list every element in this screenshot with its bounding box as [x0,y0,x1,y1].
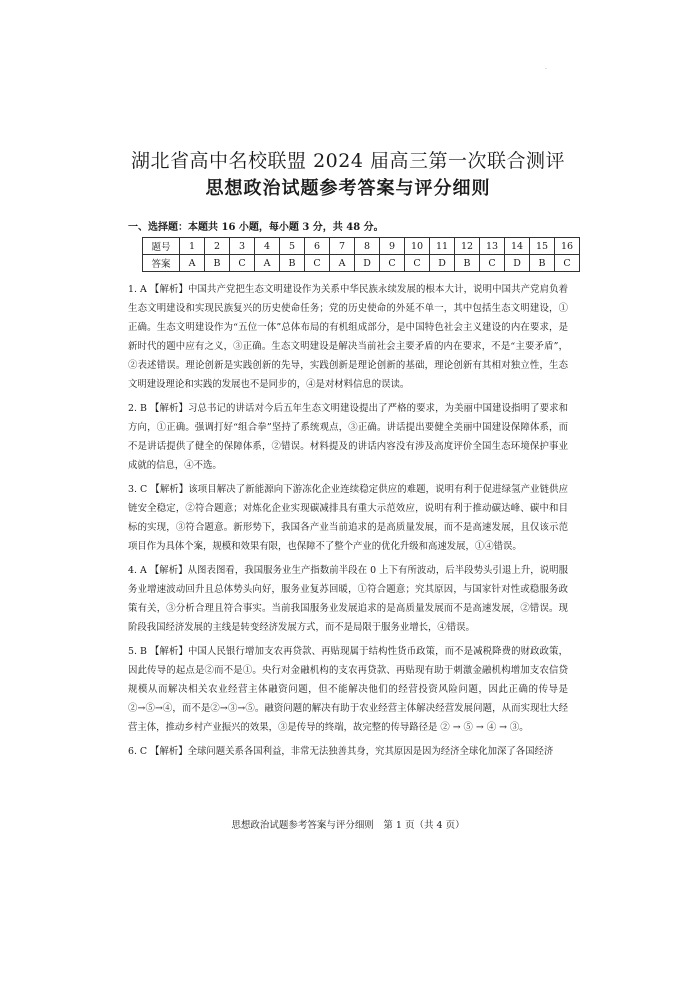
question-number: 8 [355,238,380,255]
answer-cell: A [330,255,355,272]
explanation-item: 1. A 【解析】中国共产党把生态文明建设作为关系中华民族永续发展的根本大计，说明中国共产党肩负着生态文明建设和实现民族复兴的历史使命任务；党的历史使命的外延不单一，其中包括生态文明建设，①正确。生态文明建设作为“五位一体”总体布局的有机组成部分，是中国特色社会主义建设的内在要求，是新时代的题中应有之义，③正确。生态文明建设是解决当前社会主要矛盾的内在要求，不是“主要矛盾”，②表述错误。理论创新是实践创新的先导，实践创新是理论创新的基础，理论创新有其相对独立性，生态文明建设理论和实践的发展也不是同步的，④是对材料信息的误读。 [128,284,568,390]
question-number: 5 [280,238,305,255]
answer-cell: D [355,255,380,272]
answer-cell: B [280,255,305,272]
question-number: 9 [380,238,405,255]
section-heading: 一、选择题：本题共 16 小题，每小题 3 分，共 48 分。 [128,222,384,233]
question-number: 16 [555,238,580,255]
answer-cell: C [480,255,505,272]
question-number: 7 [330,238,355,255]
row-label-answer: 答案 [143,255,180,272]
answer-cell: C [230,255,255,272]
answer-cell: D [430,255,455,272]
explanation-item: 6. C 【解析】全球问题关系各国利益，非常无法独善其身，究其原因是因为经济全球化加深了各国经济 [128,746,554,757]
answer-cell: B [205,255,230,272]
explanation-item: 5. B 【解析】中国人民银行增加支农再贷款、再贴现属于结构性货币政策，而不是减税降费的财政政策，因此传导的起点是②而不是①。央行对金融机构的支农再贷款、再贴现有助于刺激金融机构增加支农信贷规模从而解决相关农业经营主体融资问题，但不能解决他们的经营投资风险问题，因此正确的传导是②→⑤→④，而不是②→③→⑤。融资问题的解决有助于农业经营主体解决经营发展问题，从而实现壮大经营主体，推动乡村产业振兴的效果，③是传导的终端，故完整的传导路径是 ② → ⑤ → ④ → ③。 [128,646,568,733]
explanation-item: 2. B 【解析】习总书记的讲话对今后五年生态文明建设提出了严格的要求，为美丽中国建设指明了要求和方向，①正确。强调打好“组合拳”坚持了系统观点，③正确。讲话提出要健全美丽中国建设保障体系，而不是讲话提供了健全的保障体系，②错误。材料提及的讲话内容没有涉及高度评价全国生态环境保护事业成就的信息，④不选。 [128,403,568,471]
answer-cell: C [380,255,405,272]
question-number: 11 [430,238,455,255]
question-number: 10 [405,238,430,255]
page-footer: 思想政治试题参考答案与评分细则 第 1 页（共 4 页） [231,820,465,831]
answer-cell: A [180,255,205,272]
document-title: 湖北省高中名校联盟 2024 届高三第一次联合测评 [131,150,565,172]
answer-table [142,237,580,272]
question-number: 14 [505,238,530,255]
question-number: 13 [480,238,505,255]
table-row-numbers [143,238,580,255]
answer-cell: B [455,255,480,272]
explanations [128,280,568,766]
question-number: 1 [180,238,205,255]
corner-mark: . [545,64,547,71]
question-number: 4 [255,238,280,255]
question-number: 3 [230,238,255,255]
explanation-item: 3. C 【解析】该项目解决了新能源向下游冻化企业连续稳定供应的难题，说明有利于促进绿氢产业链供应链安全稳定，②符合题意；对炼化企业实现碳减排具有重大示范效应，说明有利于推动碳达峰、碳中和目标的实现，③符合题意。新形势下，我国各产业当前追求的是高质量发展，而不是高速发展，且仅该示范项目作为具体个案，规模和效果有限，也保障不了整个产业的优化升级和高速发展，①④错误。 [128,484,568,552]
answer-cell: B [530,255,555,272]
answer-cell: D [505,255,530,272]
answer-cell: C [405,255,430,272]
question-number: 15 [530,238,555,255]
table-row-answers [143,255,580,272]
document-subtitle: 思想政治试题参考答案与评分细则 [205,178,491,199]
answer-cell: C [305,255,330,272]
question-number: 6 [305,238,330,255]
answer-cell: C [555,255,580,272]
explanation-item: 4. A 【解析】从图表图看，我国服务业生产指数前半段在 0 上下有所波动，后半段势头引退上升，说明服务业增速波动回升且总体势头向好，服务业复苏回暖，①符合题意；究其原因，与国家针对性或稳服务政策有关，③分析合理且符合事实。当前我国服务业发展追求的是高质量发展而不是高速发展，②错误。现阶段我国经济发展的主线是转变经济发展方式，而不是局限于服务业增长，④错误。 [128,565,568,633]
answer-cell: A [255,255,280,272]
row-label-number: 题号 [143,238,180,255]
question-number: 2 [205,238,230,255]
question-number: 12 [455,238,480,255]
